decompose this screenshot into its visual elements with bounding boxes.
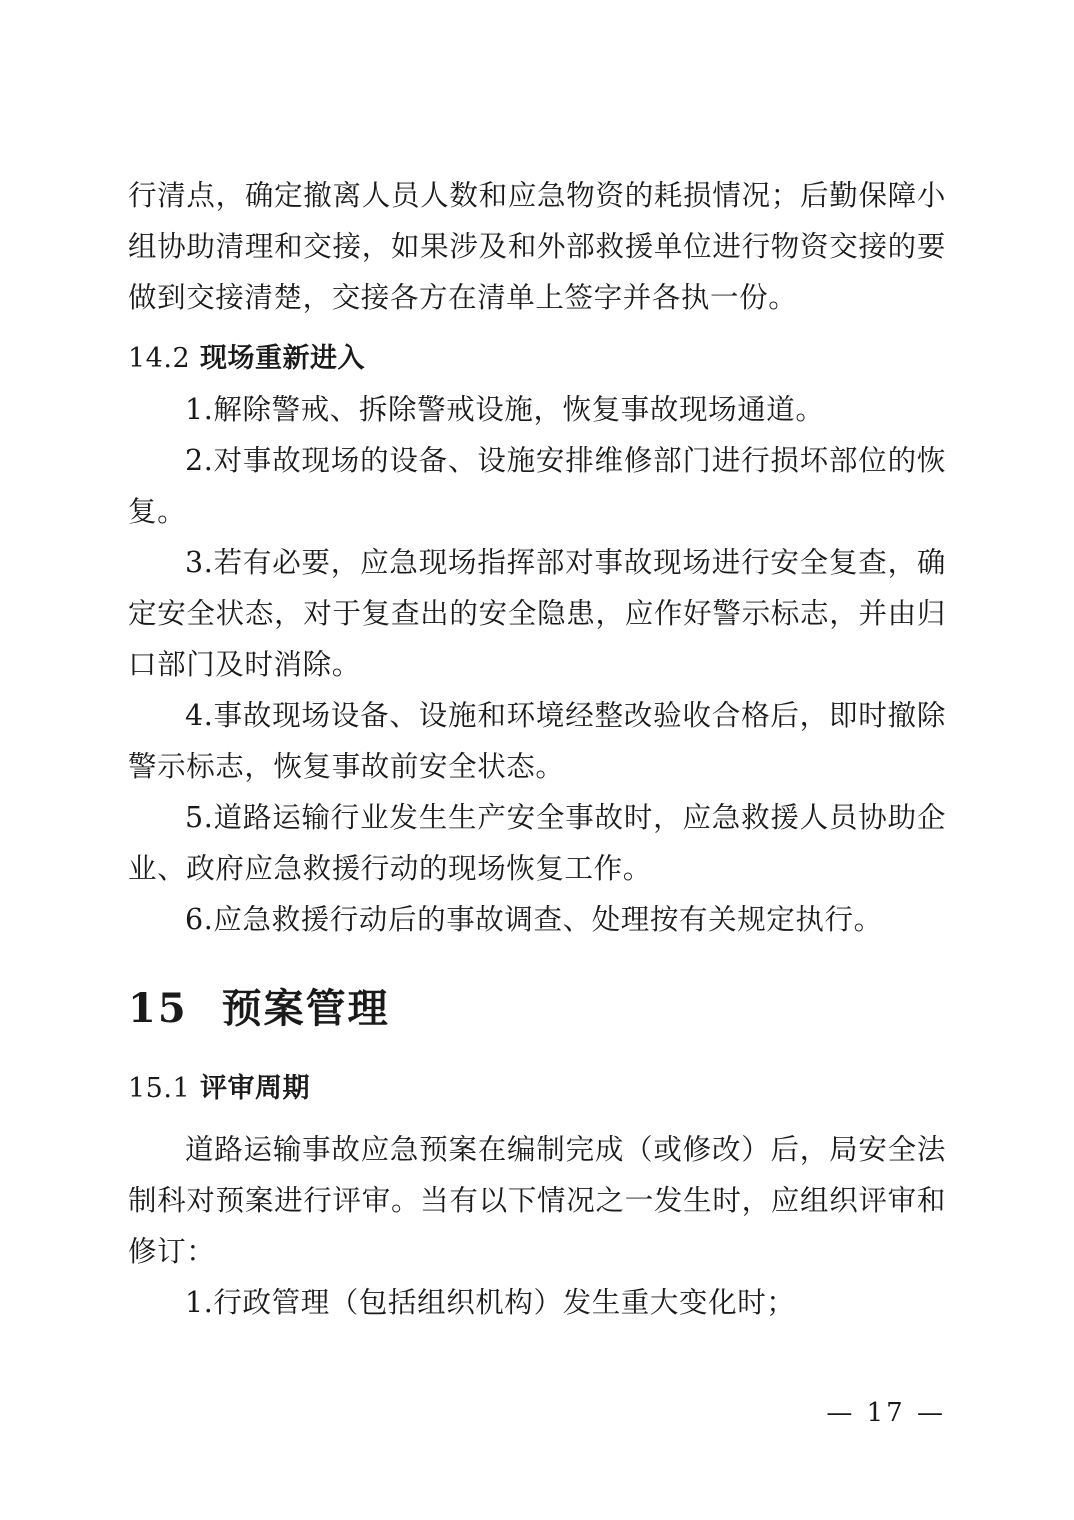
spacer: [128, 323, 946, 333]
heading-number: 15.1: [128, 1073, 191, 1104]
heading-title: 预案管理: [221, 985, 390, 1032]
list-item-15-1: 1.行政管理（包括组织机构）发生重大变化时；: [185, 1286, 796, 1319]
section-heading-15-1: [128, 1063, 946, 1114]
list-item-1: 1.解除警戒、拆除警戒设施，恢复事故现场通道。: [185, 393, 825, 426]
list-item-6: 6.应急救援行动后的事故调查、处理按有关规定执行。: [185, 903, 883, 936]
list-item-4: 4.事故现场设备、设施和环境经整改验收合格后，即时撤除警示标志，恢复事故前安全状态。: [128, 699, 946, 783]
heading-number: 14.2: [128, 343, 191, 374]
section-heading-15: [128, 981, 946, 1037]
heading-title: 评审周期: [200, 1073, 311, 1104]
paragraph-continuation: 行清点，确定撤离人员人数和应急物资的耗损情况；后勤保障小组协助清理和交接，如果涉及和外部救援单位进行物资交接的要做到交接清楚，交接各方在清单上签字并各执一份。: [128, 179, 946, 314]
heading-number: 15: [128, 985, 188, 1032]
list-item-5: 5.道路运输行业发生生产安全事故时，应急救援人员协助企业、政府应急救援行动的现场恢复工作。: [128, 801, 946, 885]
page-number: — 17 —: [826, 1398, 946, 1428]
spacer: [128, 1114, 946, 1124]
list-item-2: 2.对事故现场的设备、设施安排维修部门进行损坏部位的恢复。: [128, 444, 946, 528]
heading-title: 现场重新进入: [200, 343, 366, 374]
section-heading-14-2: [128, 333, 946, 384]
paragraph-review-cycle: 道路运输事故应急预案在编制完成（或修改）后，局安全法制科对预案进行评审。当有以下情况之一发生时，应组织评审和修订：: [128, 1133, 946, 1268]
list-item-3: 3.若有必要，应急现场指挥部对事故现场进行安全复查，确定安全状态，对于复查出的安全隐患，应作好警示标志，并由归口部门及时消除。: [128, 546, 946, 681]
